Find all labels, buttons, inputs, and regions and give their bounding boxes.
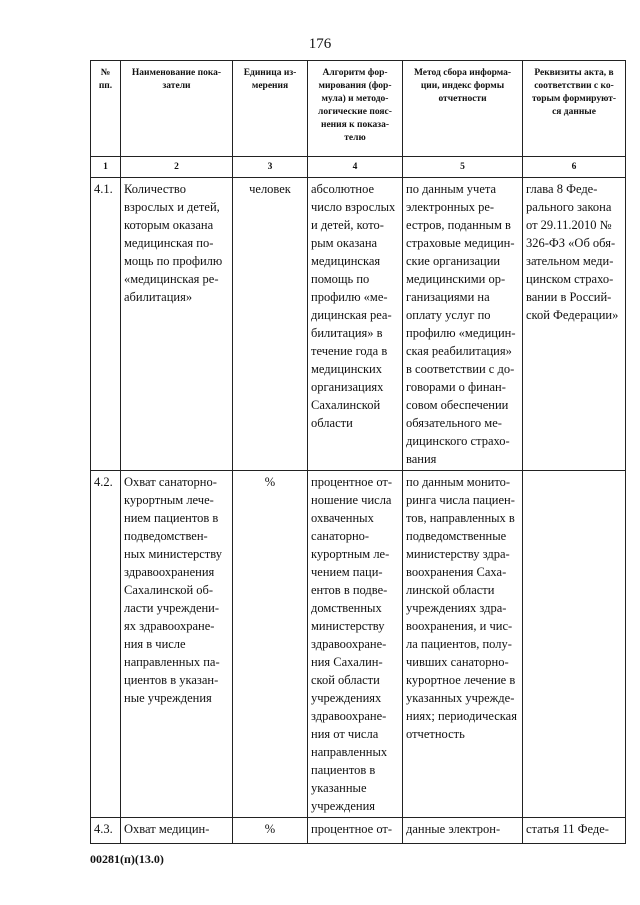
page-number: 176	[308, 36, 332, 52]
indicator-name: Охват медицин-	[121, 818, 233, 844]
unit: %	[233, 818, 308, 844]
algorithm: процентное от-	[308, 818, 403, 844]
row-number: 4.1.	[91, 178, 121, 471]
row-number: 4.2.	[91, 471, 121, 818]
column-number: 1	[91, 157, 121, 178]
indicators-table	[90, 60, 626, 844]
header-indicator-name: Наименование пока- затели	[121, 61, 233, 157]
header-collection-method: Метод сбора информа- ции, индекс формы отчетности	[403, 61, 523, 157]
table-header-row	[91, 61, 626, 157]
table-row	[91, 818, 626, 844]
act-requisites: глава 8 Феде- рального закона от 29.11.2010 № 326-ФЗ «Об обя- зательном меди- цинском страхо- вании в Россий- ской Федерации»	[523, 178, 626, 471]
act-requisites	[523, 471, 626, 818]
column-number: 6	[523, 157, 626, 178]
algorithm: абсолютное число взрослых и детей, кото- рым оказана медицинская помощь по профилю «ме- дицинская реа- билитация» в течение года в медицинских организациях Сахалинской области	[308, 178, 403, 471]
indicator-name: Количество взрослых и детей, которым оказана медицинская по- мощь по профилю «медицинская ре- абилитация»	[121, 178, 233, 471]
unit: человек	[233, 178, 308, 471]
column-number-row	[91, 157, 626, 178]
header-act-requisites: Реквизиты акта, в соответствии с ко- торым формируют- ся данные	[523, 61, 626, 157]
column-number: 4	[308, 157, 403, 178]
act-requisites: статья 11 Феде-	[523, 818, 626, 844]
algorithm: процентное от- ношение числа охваченных санаторно- курортным ле- чением паци- ентов в подве- домственных министерству здравоохране- ния Сахалин- ской области учреждениях здравоохране- ния от числа направленных пациентов в указанные учреждения	[308, 471, 403, 818]
unit: %	[233, 471, 308, 818]
column-number: 2	[121, 157, 233, 178]
header-unit: Единица из- мерения	[233, 61, 308, 157]
column-number: 5	[403, 157, 523, 178]
header-algorithm: Алгоритм фор- мирования (фор- мула) и методо- логические пояс- нения к показа- телю	[308, 61, 403, 157]
row-number: 4.3.	[91, 818, 121, 844]
indicator-name: Охват санаторно- курортным лече- нием пациентов в подведомствен- ных министерству здравоохранения Сахалинской об- ласти учреждени- ях здравоохране- ния в числе направленных па- циентов в указан- ные учреждения	[121, 471, 233, 818]
collection-method: данные электрон-	[403, 818, 523, 844]
table-row	[91, 178, 626, 471]
header-number: № пп.	[91, 61, 121, 157]
collection-method: по данным монито- ринга числа пациен- тов, направленных в подведомственные министерству здра- воохранения Саха- линской области учреждениях здра- воохранения, и чис- ла пациентов, полу- чивших санаторно- курортное лечение в указанных учрежде- ниях; периодическая отчетность	[403, 471, 523, 818]
column-number: 3	[233, 157, 308, 178]
collection-method: по данным учета электронных ре- естров, поданным в страховые медицин- ские организации медицинскими ор- ганизациями на оплату услуг по профилю «медицин- ская реабилитация» в соответствии с до- говорами о финан- совом обеспечении обязательного ме- дицинского страхо- вания	[403, 178, 523, 471]
table-row	[91, 471, 626, 818]
document-code: 00281(п)(13.0)	[90, 852, 164, 866]
